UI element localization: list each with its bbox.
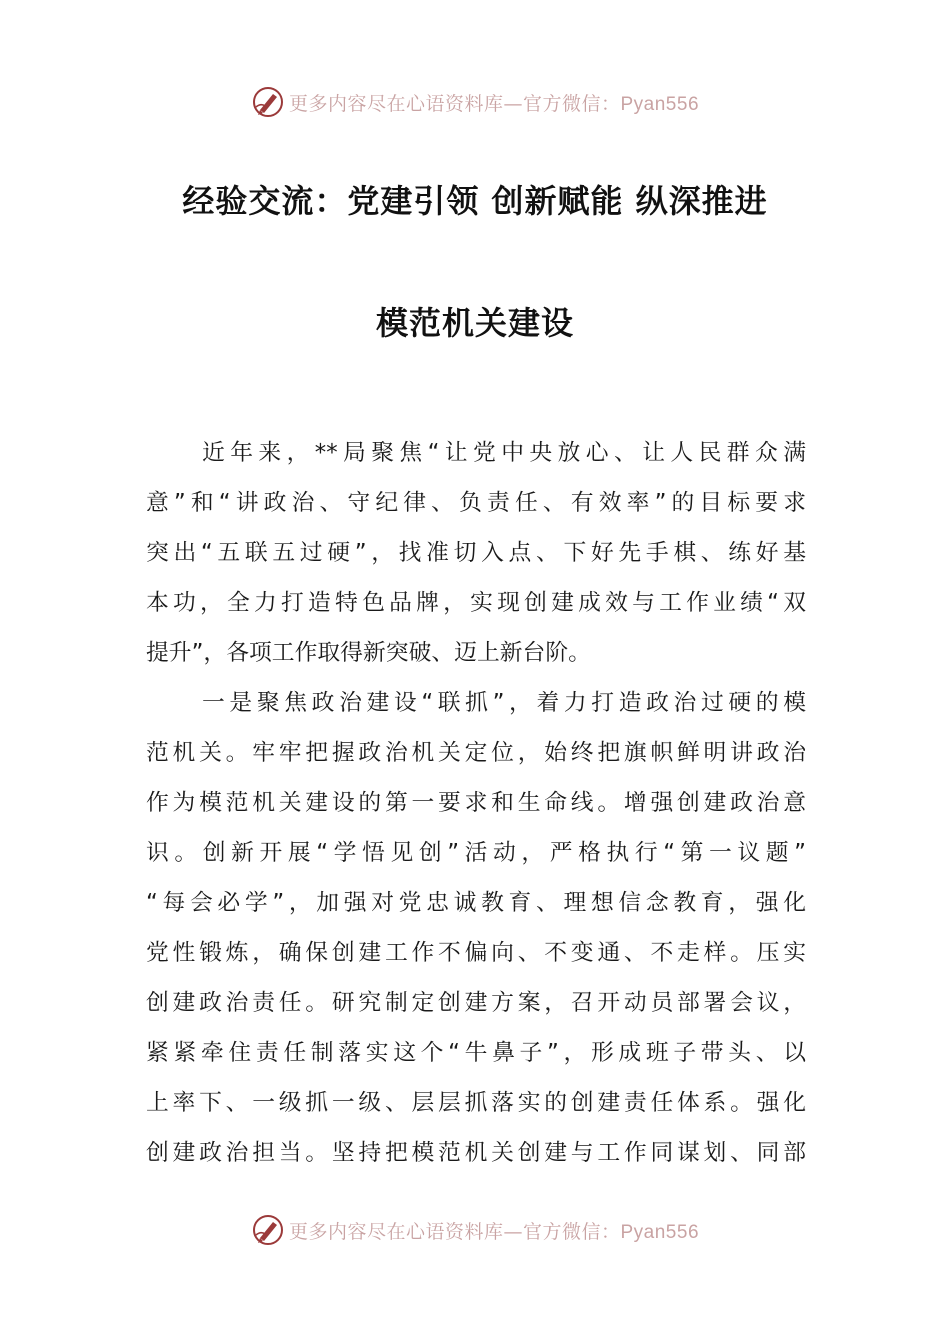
- body-line: 一是聚焦政治建设“联抓”，着力打造政治过硬的模: [202, 690, 806, 716]
- header-watermark: [0, 82, 950, 122]
- body-line: 创建政治担当。坚持把模范机关创建与工作同谋划、同部: [146, 1140, 806, 1166]
- body-line: 创建政治责任。研究制定创建方案，召开动员部署会议，: [146, 990, 806, 1016]
- body-line: 党性锻炼，确保创建工作不偏向、不变通、不走样。压实: [146, 940, 806, 966]
- wechat-id: Pyan556: [620, 1221, 700, 1243]
- body-line: 提升”，各项工作取得新突破、迈上新台阶。: [146, 640, 591, 666]
- footer-watermark: [0, 1210, 950, 1250]
- document-title-line-1: 经验交流：党建引领 创新赋能 纵深推进: [182, 182, 768, 220]
- body-line: 近年来，**局聚焦“让党中央放心、让人民群众满: [202, 440, 806, 466]
- body-line: 本功，全力打造特色品牌，实现创建成效与工作业绩“双: [146, 590, 806, 616]
- body-line: 紧紧牵住责任制落实这个“牛鼻子”，形成班子带头、以: [146, 1040, 806, 1066]
- body-line: 突出“五联五过硬”，找准切入点、下好先手棋、练好基: [146, 540, 806, 566]
- body-line: 范机关。牢牢把握政治机关定位，始终把旗帜鲜明讲政治: [146, 740, 806, 766]
- watermark-text: 更多内容尽在心语资料库—官方微信：Pyan556: [288, 1220, 700, 1243]
- body-line: “每会必学”，加强对党忠诚教育、理想信念教育，强化: [146, 890, 806, 916]
- document-body: [146, 428, 806, 1178]
- pen-logo-icon: [251, 85, 285, 119]
- body-line: 上率下、一级抓一级、层层抓落实的创建责任体系。强化: [146, 1090, 806, 1116]
- body-line: 识。创新开展“学悟见创”活动，严格执行“第一议题”: [146, 840, 806, 866]
- document-title-line-2: 模范机关建设: [375, 304, 574, 342]
- wechat-id: Pyan556: [620, 93, 700, 115]
- body-line: 意”和“讲政治、守纪律、负责任、有效率”的目标要求: [146, 490, 806, 516]
- pen-logo-icon: [251, 1213, 285, 1247]
- body-line: 作为模范机关建设的第一要求和生命线。增强创建政治意: [146, 790, 806, 816]
- watermark-text: 更多内容尽在心语资料库—官方微信：Pyan556: [288, 92, 700, 115]
